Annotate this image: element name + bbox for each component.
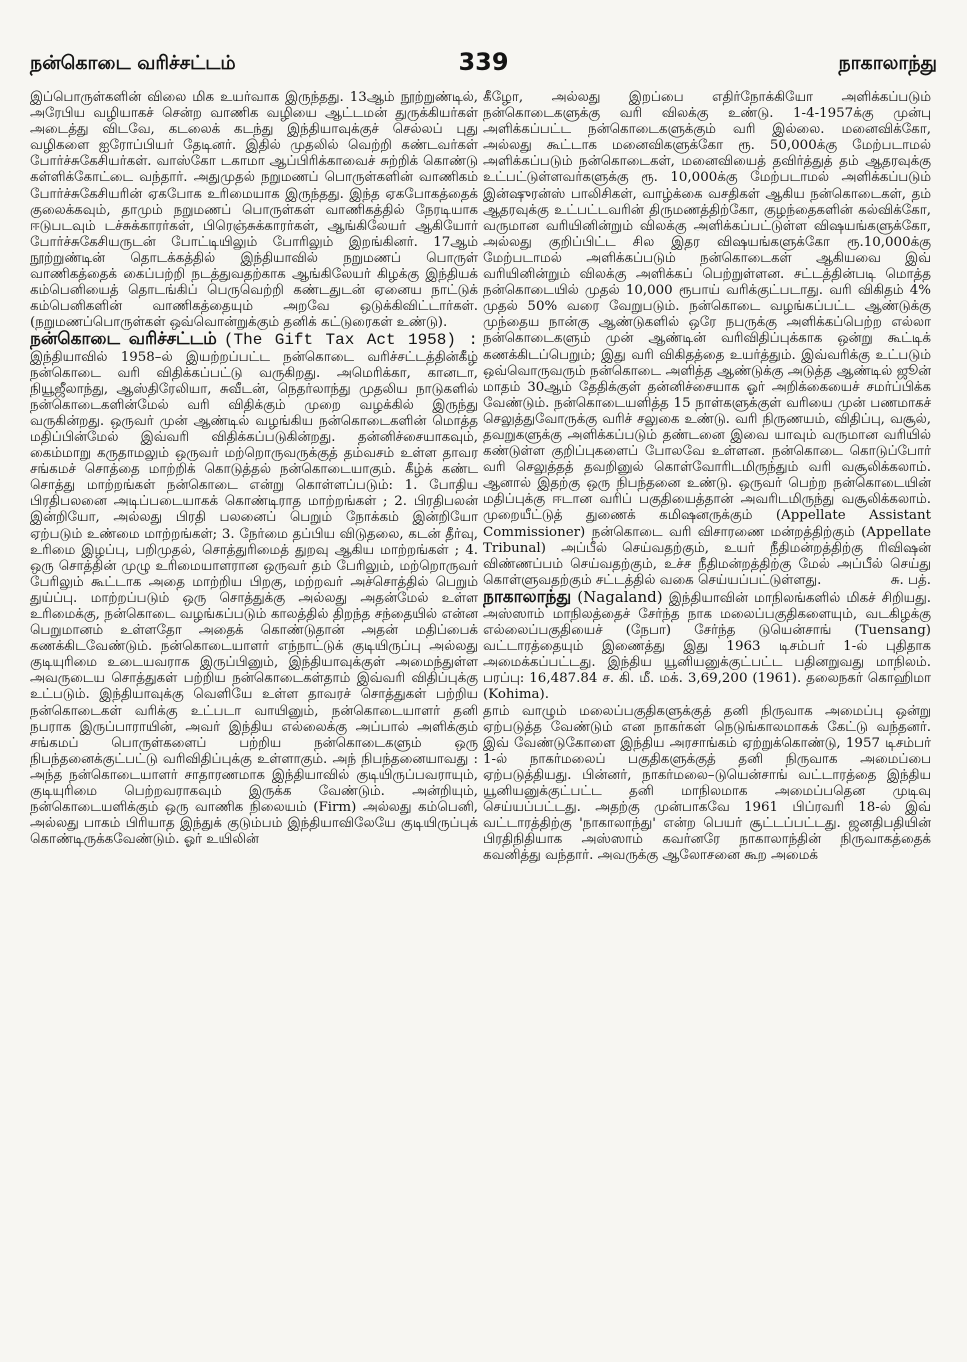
gift-tax-entry (30, 331, 478, 848)
running-head (30, 48, 937, 86)
entry-heading-english: (The Gift Tax Act 1958) : (223, 331, 478, 350)
left-column (30, 90, 478, 1344)
continued-paragraph: இப்பொருள்களின் விலை மிக உயர்வாக இருந்தது. 13ஆம் நூற்றுண்டில், அரேபிய வழியாகச் சென்ற வாணிக வழியை ஆட்டமன் துருக்கியர்கள் அடைத்து விடவே, கடலைக் கடந்து இந்தியாவுக்குச் செல்லப் புது வழிகளை ஐரோப்பியர் தேடினர். இதில் முதலில் வெற்றி கண்டவர்கள் போர்ச்சுகேசியர்கள். வாஸ்கோ டகாமா ஆப்பிரிக்காவைச் சுற்றிக் கொண்டு கள்ளிக்கோட்டை வந்தார். அதுமுதல் நறுமணப் பொருள்களின் வாணிகம் போர்ச்சுகேசியரின் ஏகபோக உரிமையாக இருந்தது. இந்த ஏகபோகத்தைக் குலைக்கவும், தாமும் நறுமணப் பொருள்கள் வாணிகத்தில் நேரடியாக ஈடுபடவும் டச்சுக்காரர்கள், பிரெஞ்சுக்காரர்கள், ஆங்கிலேயர் ஆகியோர் போர்ச்சுகேசியருடன் போட்டியிலும் போரிலும் இறங்கினர். 17ஆம் நூற்றுண்டின் தொடக்கத்தில் இந்தியாவில் நறுமணப் பொருள் வாணிகத்தைக் கைப்பற்றி நடத்துவதற்காக ஆங்கிலேயர் கிழக்கு இந்தியக் கம்பெனியைத் தொடங்கிப் பெருவெற்றி கண்டதுடன் ஏனைய நாட்டுக் கம்பெனிகளின் வாணிகத்தையும் அறவே ஒடுக்கிவிட்டார்கள். (நறுமணப்பொருள்கள் ஒவ்வொன்றுக்கும் தனிக் கட்டுரைகள் உண்டு). (30, 90, 478, 331)
nagaland-paragraph-2: தாம் வாழும் மலைப்பகுதிகளுக்குத் தனி நிருவாக அமைப்பு ஒன்று ஏற்படுத்த வேண்டும் என நாகர்கள் நெடுங்காலமாகக் கேட்டு வந்தனர். இவ் வேண்டுகோளை இந்திய அரசாங்கம் ஏற்றுக்கொண்டு, 1957 டிசம்பர் 1-ல் நாகர்மலைப் பகுதிகளுக்குத் தனி நிருவாக அமைப்பை ஏற்படுத்தியது. பின்னர், நாகர்மலை–டுயென்சாங் வட்டாரத்தை இந்திய யூனியனுக்குட்பட்ட தனி மாநிலமாக அமைப்பதென முடிவு செய்யப்பட்டது. அதற்கு முன்பாகவே 1961 பிப்ரவரி 18-ல் இவ் வட்டாரத்திற்கு 'நாகாலாந்து' என்ற பெயர் சூட்டப்பட்டது. ஜனதிபதியின் பிரதிநிதியாக அஸ்ஸாம் கவர்னரே நாகாலாந்தின் நிருவாகத்தைக் கவனித்து வந்தார். அவருக்கு ஆலோசனை கூற அமைக் (483, 703, 931, 864)
continued-entry-text (483, 90, 931, 589)
text-columns (30, 90, 931, 1344)
running-head-left-title: நன்கொடை வரிச்சட்டம் (30, 52, 236, 74)
entry-heading-english: (Nagaland) (577, 587, 663, 606)
entry-heading: நாகாலாந்து (483, 586, 572, 607)
entry-body: இந்தியாவின் மாநிலங்களில் மிகச் சிறியது. அஸ்ஸாம் மாநிலத்தைச் சேர்ந்த நாக மலைப்பகுதிகளையும், வடகிழக்கு எல்லைப்பகுதியைச் (நேபா) சேர்ந்த டுயென்சாங் (Tuensang) வட்டாரத்தையும் இணைத்து இது 1963 டிசம்பர் 1-ல் புதிதாக அமைக்கப்பட்டது. இந்திய யூனியனுக்குட்பட்ட பதினறுவது மாநிலம். பரப்பு: 16,487.84 ச. கி. மீ. மக். 3,69,200 (1961). தலைநகர் கொஹிமா (Kohima). (483, 590, 931, 703)
entry-heading: நன்கொடை வரிச்சட்டம் (30, 329, 217, 350)
nagaland-entry (483, 586, 931, 704)
entry-body: இந்தியாவில் 1958–ல் இயற்றப்பட்ட நன்கொடை வரிச்சட்டத்தின்கீழ் நன்கொடை வரி விதிக்கப்பட்டு வருகிறது. அமெரிக்கா, கானடா, நியூஜீலாந்து, ஆஸ்திரேலியா, சுவீடன், நெதர்லாந்து முதலிய நாடுகளில் நன்கொடைகளின்மேல் வரி விதிக்கும் முறை வழக்கில் இருந்து வருகின்றது. ஒருவர் முன் ஆண்டில் வழங்கிய நன்கொடைகளின் மொத்த மதிப்பின்மேல் இவ்வரி விதிக்கப்படுகின்றது. தன்னிச்சையாகவும், கைம்மாறு கருதாமலும் ஒருவர் மற்றொருவருக்குத் தம்வசம் உள்ள தாவர சங்கமச் சொத்தை மாற்றிக் கொடுத்தல் நன்கொடையாகும். கீழ்க் கண்ட சொத்து மாற்றங்கள் நன்கொடை என்று கொள்ளப்படும்: 1. போதிய பிரதிபலனை அடிப்படையாகக் கொண்டிராத மாற்றங்கள் ; 2. பிரதிபலன் இன்றியோ, அல்லது பிரதி பலனைப் பெறும் நோக்கம் இன்றியோ ஏற்படும் உண்மை மாற்றங்கள்; 3. நேர்மை தப்பிய விடுதலை, கடன் தீர்வு, உரிமை இழப்பு, பறிமுதல், சொத்துரிமைத் துறவு ஆகிய மாற்றங்கள் ; 4. ஒரு சொத்தின் முழு உரிமையாளரான ஒருவர் தம் பேரிலும், மற்றொருவர் பேரிலும் கூட்டாக அதை மாற்றிய பிறகு, மற்றவர் அச்சொத்தில் பெறும் துய்ப்பு. மாற்றப்படும் ஒரு சொத்துக்கு அல்லது அதன்மேல் உள்ள உரிமைக்கு, நன்கொடை வழங்கப்படும் காலத்தில் திறந்த சந்தையில் என்ன பெறுமானம் உள்ளதோ அதைக் கொண்டுதான் அதன் மதிப்பைக் கணக்கிடவேண்டும். நன்கொடையாளர் எந்நாட்டுக் குடியிருப்பு அல்லது குடியுரிமை உடையவராக இருப்பினும், இந்தியாவுக்குள் அமைந்துள்ள அவருடைய சொத்துகள் பற்றிய நன்கொடைகள்தாம் இவ்வரி விதிப்புக்கு உட்படும். இந்தியாவுக்கு வெளியே உள்ள தாவரச் சொத்துகள் பற்றிய நன்கொடைகள் வரிக்கு உட்படா வாயினும், நன்கொடையாளர் தனி நபராக இருப்பாராயின், அவர் இந்திய எல்லைக்கு அப்பால் அளிக்கும் சங்கமப் பொருள்களைப் பற்றிய நன்கொடைகளும் ஒரு நிபந்தனைக்குட்பட்டு வரிவிதிப்புக்கு உள்ளாகும். அந் நிபந்தனையாவது : அந்த நன்கொடையாளர் சாதாரணமாக இந்தியாவில் குடியிருப்பவராயும், குடியுரிமை பெற்றவராகவும் இருக்க வேண்டும். அன்றியும், நன்கொடையளிக்கும் ஒரு வாணிக நிலையம் (Firm) அல்லது கம்பெனி, அல்லது பாகம் பிரியாத இந்துக் குடும்பம் இந்தியாவிலேயே குடியிருப்புக் கொண்டிருக்கவேண்டும். ஓர் உயிலின் (30, 349, 478, 848)
page-number: 339 (458, 48, 509, 76)
right-column (483, 90, 931, 1344)
author-signature: சு. பத். (890, 572, 931, 588)
running-head-right-title: நாகாலாந்து (838, 52, 937, 74)
entry-continuation: கீழோ, அல்லது இறப்பை எதிர்நோக்கியோ அளிக்கப்படும் நன்கொடைகளுக்கு வரி விலக்கு உண்டு. 1-4-1957க்கு முன்பு அளிக்கப்பட்ட நன்கொடைகளுக்கும் வரி இல்லை. மனைவிக்கோ, அல்லது கூட்டாக மனைவிகளுக்கோ ரூ. 50,000க்கு மேற்படாமல் அளிக்கப்படும் நன்கொடைகள், மனைவியைத் தவிர்த்துத் தம் ஆதரவுக்கு உட்பட்டுள்ளவர்களுக்கு ரூ. 10,000க்கு மேற்படாமல் அளிக்கப்படும் இன்ஷுரன்ஸ் பாலிசிகள், வாழ்க்கை வசதிகள் ஆகிய நன்கொடைகள், தம் ஆதரவுக்கு உட்பட்டவரின் திருமணத்திற்கோ, குழந்தைகளின் கல்விக்கோ, வருமான வரியினின்றும் விலக்கு அளிக்கப்பட்டுள்ள விஷயங்களுக்கோ, அல்லது குறிப்பிட்ட சில இதர விஷயங்களுக்கோ ரூ.10,000க்கு மேற்படாமல் அளிக்கப்படும் நன்கொடைகள் ஆகியவை இவ் வரியினின்றும் விலக்கு அளிக்கப் பெற்றுள்ளன. சட்டத்தின்படி மொத்த நன்கொடையில் முதல் 10,000 ரூபாய் வரிக்குட்படாது. வரி விகிதம் 4% முதல் 50% வரை வேறுபடும். நன்கொடை வழங்கப்பட்ட ஆண்டுக்கு முந்தைய நான்கு ஆண்டுகளில் ஒரே நபருக்கு அளிக்கப்பெற்ற எல்லா நன்கொடைகளும் முன் ஆண்டின் வரிவிதிப்புக்காக ஒன்று கூட்டிக் கணக்கிடப்பெறும்; இது வரி விகிதத்தை உயர்த்தும். இவ்வரிக்கு உட்படும் ஒவ்வொருவரும் நன்கொடை அளித்த ஆண்டுக்கு அடுத்த ஆண்டில் ஜூன் மாதம் 30ஆம் தேதிக்குள் தன்னிச்சையாக ஓர் அறிக்கையைச் சமர்ப்பிக்க வேண்டும். நன்கொடையளித்த 15 நாள்களுக்குள் வரியை முன் பணமாகச் செலுத்துவோருக்கு வரிச் சலுகை உண்டு. வரி நிருணயம், விதிப்பு, வசூல், தவறுகளுக்கு அளிக்கப்படும் தண்டனை இவை யாவும் வருமான வரியில் கண்டுள்ள குறிப்புகளைப் போலவே உள்ளன. நன்கொடை கொடுப்போர் வரி செலுத்தத் தவறினுல் கொள்வோரிடமிருந்தும் வரி வசூலிக்கலாம். ஆனால் இதற்கு ஒரு நிபந்தனை உண்டு. ஒருவர் பெற்ற நன்கொடையின் மதிப்புக்கு ஈடான வரிப் பகுதியைத்தான் அவரிடமிருந்து வசூலிக்கலாம். முறையீட்டுத் துணைக் கமிஷனருக்கும் (Appellate Assistant Commissioner) நன்கொடை வரி விசாரணை மன்றத்திற்கும் (Appellate Tribunal) அப்பீல் செய்வதற்கும், உயர் நீதிமன்றத்திற்கு ரிவிஷன் விண்ணப்பம் செய்வதற்கும், உச்ச நீதிமன்றத்திற்கு மேல் அப்பீல் செய்து கொள்ளுவதற்கும் சட்டத்தில் வகை செய்யப்பட்டுள்ளது. (483, 90, 931, 588)
